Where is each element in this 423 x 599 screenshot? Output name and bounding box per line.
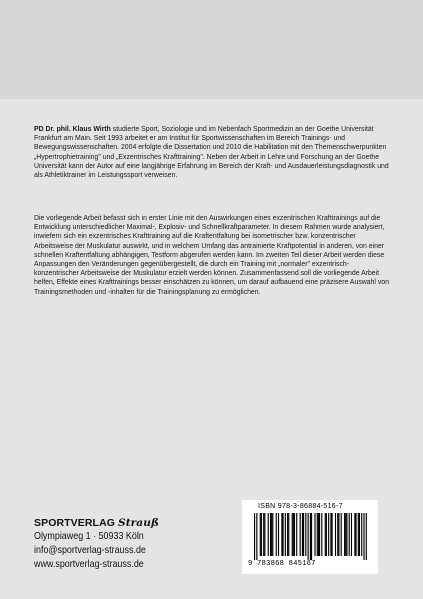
barcode-bar <box>272 513 273 556</box>
barcode-bar <box>338 513 339 556</box>
barcode-bar <box>325 513 326 556</box>
barcode-bar <box>270 513 271 556</box>
publisher-address: Olympiaweg 1 · 50933 Köln <box>34 531 144 542</box>
publisher-brand: SPORTVERLAG <box>34 517 119 529</box>
barcode-bar <box>361 513 362 556</box>
barcode-bar <box>346 513 347 556</box>
barcode-bar <box>314 513 315 556</box>
barcode-bar <box>261 513 262 556</box>
barcode-bar <box>264 513 265 556</box>
barcode-bar <box>328 513 329 556</box>
barcode-bar <box>300 513 301 556</box>
barcode-bar <box>330 513 331 556</box>
barcode-bar <box>285 513 286 556</box>
barcode-bar <box>351 513 352 556</box>
publisher-logo <box>34 516 164 530</box>
author-bio-text: studierte Sport, Soziologie und im Nebenfach Sportmedizin an der Goethe Universität Frankfurt am Main. Seit 1993 arbeitet er am Institut für Sportwissenschaften im Bereich Trainings- und Bewegungswissenschaften. 2004 erfolgte die Dissertation und 2010 die Habilitation mit den Themenschwerpunkten „Hypertrophietraining" und „Exzentrisches Krafttraining". Neben der Arbeit in Lehre und Forschung an der Goethe Universität kann der Autor auf eine langjährige Erfahrung im Bereich der Kraft- und Ausdauerleistungsdiagnostik und als Athletiktrainer im Leistungssport verweisen. <box>34 126 389 180</box>
barcode-bar <box>311 513 312 560</box>
author-name: PD Dr. phil. Klaus Wirth <box>34 126 111 133</box>
barcode-bar <box>287 513 288 556</box>
isbn-barcode-box <box>242 500 378 574</box>
barcode-bar <box>263 513 264 556</box>
barcode-bar <box>288 513 289 556</box>
barcode-bar <box>278 513 279 556</box>
barcode-icon <box>248 513 372 560</box>
barcode-bar <box>366 513 367 560</box>
barcode-bar <box>268 513 269 556</box>
publisher-brand-script: Strauß <box>118 517 160 529</box>
barcode-bar <box>332 513 333 556</box>
barcode-bar <box>341 513 342 556</box>
author-bio <box>34 125 392 180</box>
barcode-bar <box>359 513 360 556</box>
ean-digits: 9 783868 845167 <box>248 560 316 568</box>
barcode-bar <box>337 513 338 556</box>
book-abstract: Die vorliegende Arbeit befasst sich in erster Linie mit den Auswirkungen eines exzentrischen Krafttrainings auf die Entwicklung unterschiedlicher Maximal-, Explosiv- und Schnellkraftparameter. In diesem Rahmen wurde analysiert, inwiefern sich ein exzentrisches Krafttraining auf die Kraftentfaltung bei isometrischer bzw. konzentrischer Arbeitsweise der Muskulatur auswirkt, und in welchem Umfang das antrainierte Kraftpotential in anderen, von einer schnellen Kraftentfaltung abhängigen, Testform abgerufen werden kann. Im zweiten Teil dieser Arbeit werden diese Anpassungen den Veränderungen gegenübergestellt, die durch ein Training mit „normaler" exzentrisch-konzentrischer Arbeitsweise der Muskulatur erzielt werden können. Zusammenfassend soll die vorliegende Arbeit helfen, Effekte eines Krafttrainings besser einschätzen zu können, um darauf aufbauend eine präzisere Auswahl von Trainingsmethoden und -inhalten für die Trainingsplanung zu ermöglichen. <box>34 215 389 296</box>
barcode-bar <box>302 513 303 556</box>
barcode-bar <box>260 513 261 556</box>
barcode-bar <box>319 513 320 556</box>
barcode-bar <box>281 513 282 556</box>
barcode-bar <box>349 513 350 556</box>
isbn-label: ISBN 978-3-86884-516-7 <box>258 503 343 510</box>
barcode-bar <box>293 513 294 556</box>
barcode-bar <box>256 513 257 560</box>
barcode-bar <box>317 513 318 556</box>
barcode-bar <box>321 513 322 556</box>
barcode-bar <box>335 513 336 556</box>
barcode-bar <box>345 513 346 556</box>
barcode-bar <box>294 513 295 556</box>
publisher-website: www.sportverlag-strauss.de <box>34 559 144 570</box>
barcode-bar <box>363 513 364 560</box>
barcode-bar <box>308 513 309 560</box>
barcode-bar <box>318 513 319 556</box>
barcode-bar <box>303 513 304 556</box>
barcode-bar <box>354 513 355 556</box>
barcode-bar <box>358 513 359 556</box>
barcode-bar <box>355 513 356 556</box>
barcode-bar <box>344 513 345 556</box>
publisher-block <box>34 516 164 572</box>
publisher-email: info@sportverlag-strauss.de <box>34 545 146 556</box>
top-band <box>0 0 423 99</box>
barcode-bar <box>305 513 306 556</box>
barcode-bar <box>326 513 327 556</box>
barcode-bar <box>310 513 311 560</box>
barcode-bar <box>271 513 272 556</box>
barcode-bar <box>296 513 297 556</box>
barcode-bar <box>292 513 293 556</box>
barcode-bar <box>254 513 255 560</box>
barcode-bar <box>283 513 284 556</box>
barcode-bar <box>276 513 277 556</box>
